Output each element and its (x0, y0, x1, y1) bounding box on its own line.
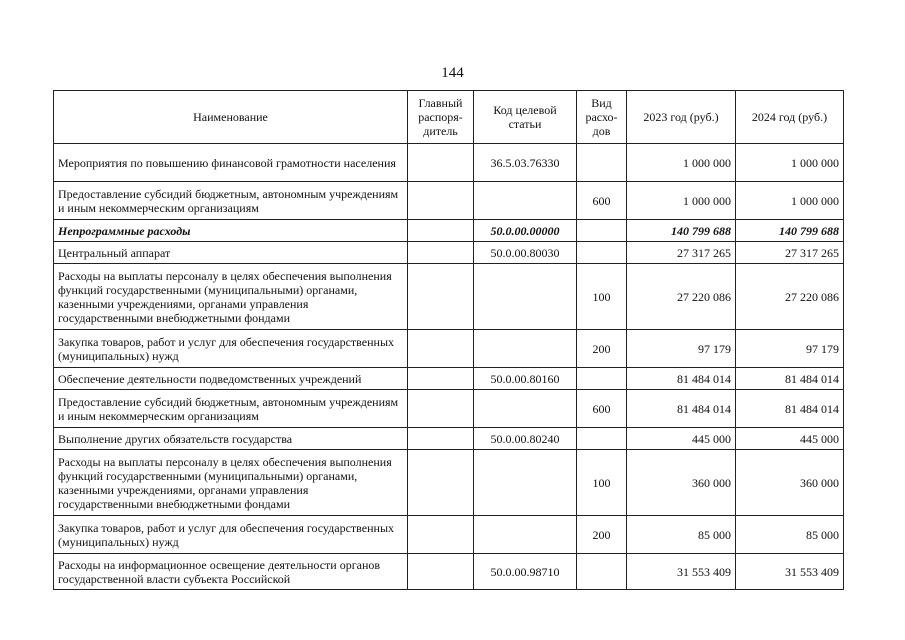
row-2024: 27 220 086 (736, 264, 844, 330)
table-row (54, 428, 844, 450)
row-2023: 360 000 (627, 450, 736, 516)
row-code: 36.5.03.76330 (474, 144, 577, 182)
table-row (54, 264, 844, 330)
row-2024: 97 179 (736, 330, 844, 368)
row-2023: 97 179 (627, 330, 736, 368)
row-code: 50.0.00.00000 (474, 220, 577, 242)
row-2023: 85 000 (627, 516, 736, 554)
row-code: 50.0.00.80030 (474, 242, 577, 264)
header-name: Наименование (54, 91, 408, 144)
row-name: Закупка товаров, работ и услуг для обеспечения государственных (муниципальных) нужд (54, 516, 408, 554)
row-chief (408, 516, 474, 554)
row-chief (408, 368, 474, 390)
row-2024: 31 553 409 (736, 554, 844, 590)
row-vid (577, 554, 627, 590)
table-row (54, 220, 844, 242)
row-code: 50.0.00.80240 (474, 428, 577, 450)
row-vid (577, 220, 627, 242)
row-2023: 81 484 014 (627, 368, 736, 390)
header-2023: 2023 год (руб.) (627, 91, 736, 144)
row-name: Выполнение других обязательств государства (54, 428, 408, 450)
header-code: Код целевой статьи (474, 91, 577, 144)
row-name: Мероприятия по повышению финансовой грамотности населения (54, 144, 408, 182)
row-chief (408, 450, 474, 516)
table-row (54, 182, 844, 220)
row-2024: 27 317 265 (736, 242, 844, 264)
row-2023: 445 000 (627, 428, 736, 450)
row-chief (408, 390, 474, 428)
table-row (54, 516, 844, 554)
row-code (474, 182, 577, 220)
header-vid: Вид расхо-дов (577, 91, 627, 144)
row-2024: 81 484 014 (736, 368, 844, 390)
row-2023: 27 317 265 (627, 242, 736, 264)
row-code (474, 330, 577, 368)
row-vid (577, 428, 627, 450)
row-name: Расходы на выплаты персоналу в целях обеспечения выполнения функций государственными (муниципальными) органами, казенными учреждениями, органами управления государственными внебюджетными фондами (54, 450, 408, 516)
row-2024: 81 484 014 (736, 390, 844, 428)
row-name: Центральный аппарат (54, 242, 408, 264)
row-2024: 1 000 000 (736, 144, 844, 182)
page-number: 144 (441, 65, 464, 81)
row-vid: 100 (577, 264, 627, 330)
row-vid (577, 368, 627, 390)
table-row (54, 144, 844, 182)
table-row (54, 242, 844, 264)
row-2024: 360 000 (736, 450, 844, 516)
row-chief (408, 554, 474, 590)
row-code (474, 264, 577, 330)
row-2024: 85 000 (736, 516, 844, 554)
row-name: Непрограммные расходы (54, 220, 408, 242)
row-code: 50.0.00.80160 (474, 368, 577, 390)
row-2023: 1 000 000 (627, 182, 736, 220)
row-code (474, 450, 577, 516)
row-2024: 445 000 (736, 428, 844, 450)
row-2023: 27 220 086 (627, 264, 736, 330)
row-chief (408, 220, 474, 242)
row-chief (408, 264, 474, 330)
row-name: Предоставление субсидий бюджетным, автономным учреждениям и иным некоммерческим организациям (54, 390, 408, 428)
row-chief (408, 144, 474, 182)
header-2024: 2024 год (руб.) (736, 91, 844, 144)
row-2024: 140 799 688 (736, 220, 844, 242)
row-name: Обеспечение деятельности подведомственных учреждений (54, 368, 408, 390)
table-row (54, 330, 844, 368)
row-vid: 600 (577, 182, 627, 220)
header-chief: Главный распоря-дитель (408, 91, 474, 144)
row-vid (577, 242, 627, 264)
row-2023: 81 484 014 (627, 390, 736, 428)
table-header-row (54, 91, 844, 144)
row-vid (577, 144, 627, 182)
row-chief (408, 330, 474, 368)
table-row (54, 390, 844, 428)
row-name: Закупка товаров, работ и услуг для обеспечения государственных (муниципальных) нужд (54, 330, 408, 368)
row-2023: 31 553 409 (627, 554, 736, 590)
row-vid: 200 (577, 330, 627, 368)
row-2024: 1 000 000 (736, 182, 844, 220)
row-vid: 600 (577, 390, 627, 428)
row-chief (408, 428, 474, 450)
table-row (54, 450, 844, 516)
row-code (474, 516, 577, 554)
row-code (474, 390, 577, 428)
row-2023: 1 000 000 (627, 144, 736, 182)
row-vid: 100 (577, 450, 627, 516)
row-chief (408, 182, 474, 220)
row-name: Расходы на выплаты персоналу в целях обеспечения выполнения функций государственными (муниципальными) органами, казенными учреждениями, органами управления государственными внебюджетными фондами (54, 264, 408, 330)
row-2023: 140 799 688 (627, 220, 736, 242)
budget-table (53, 90, 844, 590)
row-vid: 200 (577, 516, 627, 554)
table-row (54, 368, 844, 390)
row-name: Расходы на информационное освещение деятельности органов государственной власти субъекта Российской (54, 554, 408, 590)
row-code: 50.0.00.98710 (474, 554, 577, 590)
row-chief (408, 242, 474, 264)
row-name: Предоставление субсидий бюджетным, автономным учреждениям и иным некоммерческим организациям (54, 182, 408, 220)
table-row (54, 554, 844, 590)
